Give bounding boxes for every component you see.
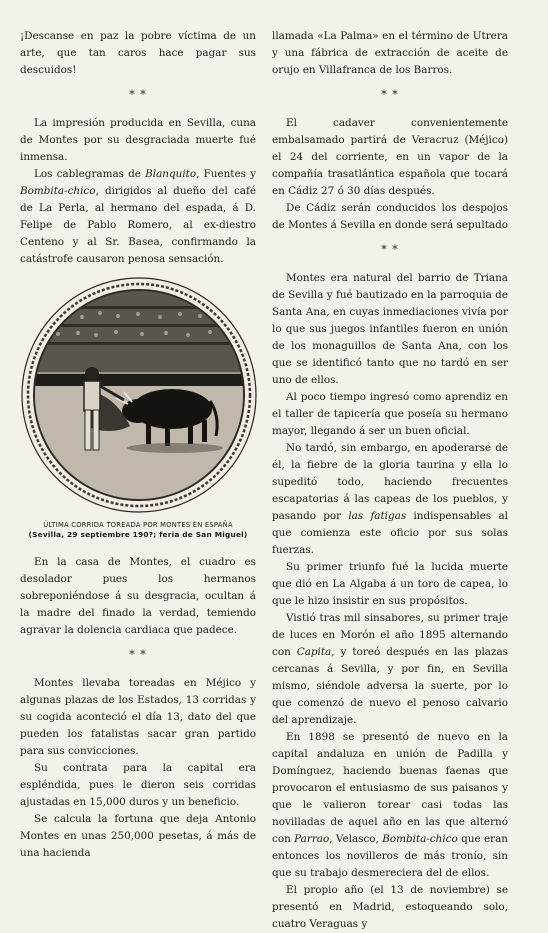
photo-illustration [20,276,258,514]
paragraph: llamada «La Palma» en el término de Utrera y una fábrica de extracción de aceite de orujo en Villafranca de los Barros. [272,30,508,76]
paragraph: En 1898 se presentó de nuevo en la capital andaluza en unión de Padilla y Domínguez, haciendo buenas faenas que provocaron el entusiasmo de sus paisanos y que le valieron torear casi todas las novilladas de aquel año en las que alternó con Parrao, Velasco, Bombita-chico que eran entonces los novilleros de más tronío, sin que su trabajo desmereciera del de ellos. [272,731,508,879]
section-divider: * * [129,88,147,101]
left-column [20,28,256,862]
section-divider: * * [381,88,399,101]
paragraph: En la casa de Montes, el cuadro es desolador pues los hermanos sobreponiéndose á su desgracia, ocultan á la madre del finado la verdad, temiendo agravar la dolencia cardiaca que padece. [20,556,256,636]
paragraph: ¡Descanse en paz la pobre víctima de un arte, que tan caros hace pagar sus descuidos! [20,30,256,76]
caption-date: (Sevilla, 29 septiembre 190?; feria de San Miguel) [28,530,248,539]
paragraph: El cadaver convenientemente embalsamado partirá de Veracruz (Méjico) el 24 del corriente, en un vapor de la compañía trasatlántica española que tocará en Cádiz 27 ó 30 días después. [272,117,508,197]
paragraph: De Cádiz serán conducidos los despojos de Montes á Sevilla en donde será sepultado [272,202,508,231]
paragraph: No tardó, sin embargo, en apoderarse de él, la fiebre de la gloria taurina y ella lo supeditó todo, haciendo frecuentes escapatorias á las capeas de los pueblos, y pasando por las fatigas indispensables al que comienza este oficio por sus solas fuerzas. [272,442,509,556]
paragraph: Al poco tiempo ingresó como aprendiz en el taller de tapicería que poseía su hermano mayor, llegando á ser un buen oficial. [272,391,508,437]
caption-title: ÚLTIMA CORRIDA TOREADA POR MONTES EN ESPAÑA [43,521,233,529]
paragraph: Su contrata para la capital era espléndida, pues le dieron seis corridas ajustadas en 15,000 duros y un beneficio. [20,762,256,808]
right-column [272,28,508,933]
photo-caption [20,520,256,540]
paragraph: Se calcula la fortuna que deja Antonio Montes en unas 250,000 pesetas, á más de una hacienda [20,813,256,859]
paragraph: Los cablegramas de Blanquito, Fuentes y Bombita-chico, dirigidos al dueño del café de La Perla, al hermano del espada, á D. Felipe de Pablo Romero, al ex-diestro Centeno y al Sr. Basea, confirmando la catástrofe causaron penosa sensación. [20,168,257,265]
paragraph: Montes era natural del barrio de Triana de Sevilla y fué bautizado en la parroquia de Santa Ana, en cuyas inmediaciones vivía por lo que sus juegos infantiles fueron en unión de los monaguillos de Santa Ana, con los que se identificó tanto que no tardó en ser uno de ellos. [272,272,508,386]
paragraph: El propio año (el 13 de noviembre) se presentó en Madrid, estoqueando solo, cuatro Veraguas y [272,884,508,930]
paragraph: La impresión producida en Sevilla, cuna de Montes por su desgraciada muerte fué inmensa. [20,117,256,163]
section-divider: * * [129,648,147,661]
paragraph: Vistió tras mil sinsabores, su primer traje de luces en Morón el año 1895 alternando con Capita, y toreó después en las plazas cercanas á Sevilla, y por fin, en Sevilla mismo, siéndole adversa la suerte, por lo que comenzó de nuevo el penoso calvario del aprendizaje. [272,612,508,726]
paragraph: Montes llevaba toreadas en Méjico y algunas plazas de los Estados, 13 corridas y su cogida aconteció el día 13, dato del que pueden los fatalistas sacar gran partido para sus convicciones. [20,677,256,757]
section-divider: * * [381,243,399,256]
bullfight-photo [20,276,258,514]
paragraph: Su primer triunfo fué la lucida muerte que dió en La Algaba á un toro de capea, lo que le hizo insistir en sus propósitos. [272,561,508,607]
